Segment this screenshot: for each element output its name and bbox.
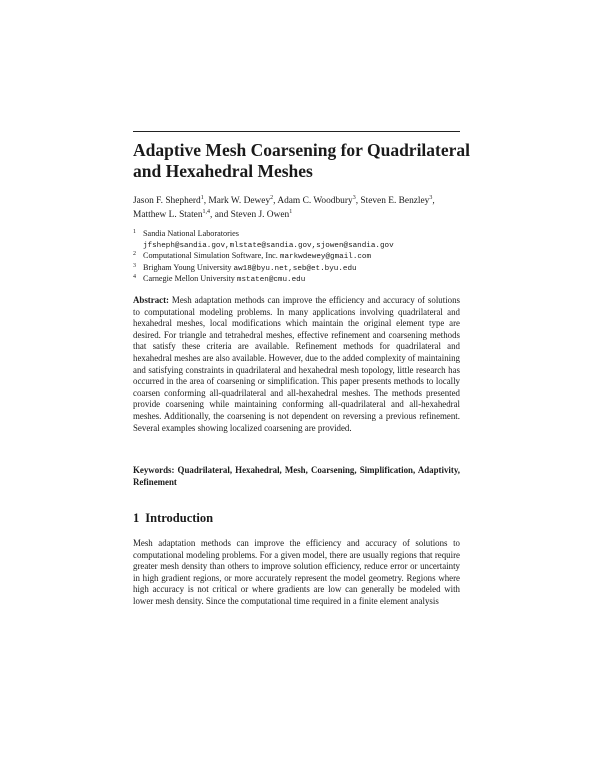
affiliation-email: jfsheph@sandia.gov,mlstate@sandia.gov,sjowen@sandia.gov [143, 241, 394, 250]
author-name: Mark W. Dewey [208, 196, 271, 206]
keywords [133, 465, 460, 488]
affiliation-email: aw18@byu.net,seb@et.byu.edu [233, 264, 357, 273]
author-list [133, 194, 463, 222]
author-name: Jason F. Shepherd [133, 196, 201, 206]
author-separator: , [432, 196, 435, 206]
author-affiliation-mark: 3 [352, 195, 356, 201]
title-top-rule [133, 131, 460, 132]
author-separator: , and [210, 210, 231, 220]
author-separator: , [273, 196, 278, 206]
keywords-text: Quadrilateral, Hexahedral, Mesh, Coarsening, Simplification, Adaptivity, Refinement [133, 465, 460, 487]
author-name: Matthew L. Staten [133, 210, 203, 220]
affiliation-number [133, 263, 136, 274]
author-name: Adam C. Woodbury [277, 196, 353, 206]
intro-paragraph: Mesh adaptation methods can improve the efficiency and accuracy of solutions to computational modeling problems. For a given model, there are usually regions that require greater mesh density than others to improve solution efficiency, reduce error or uncertainty in high gradient regions, or more accurately represent the model geometry. Regions where high accuracy is not critical or where gradients are low can generally be modeled with lower mesh density. Since the computational time required in a finite element analysis [133, 538, 460, 606]
affiliation-name: Brigham Young University [143, 262, 232, 272]
affiliation-number-mark: 2 [133, 251, 136, 257]
section-title: Introduction [145, 511, 214, 525]
affiliation-list [133, 229, 463, 286]
affiliation-name: Carnegie Mellon University [143, 274, 235, 283]
section-number: 1 [133, 511, 140, 525]
affiliation-email: markwdewey@gmail.com [279, 253, 372, 261]
affiliation-item [133, 251, 463, 263]
author-affiliation-mark: 1,4 [202, 209, 211, 215]
affiliation-item [133, 263, 463, 275]
affiliation-item [133, 229, 463, 251]
affiliation-number [133, 274, 136, 285]
author-separator: , [355, 196, 361, 206]
affiliation-number-mark: 1 [133, 229, 136, 235]
author-affiliation-mark: 1 [289, 209, 293, 215]
abstract [133, 295, 460, 434]
affiliation-number [133, 251, 136, 262]
affiliation-email: mstaten@cmu.edu [236, 276, 306, 284]
author-name: Steven J. Owen [230, 210, 290, 220]
author-name: Steven E. Benzley [360, 196, 430, 206]
affiliation-number [133, 229, 136, 240]
author-separator: , [203, 196, 209, 206]
author-affiliation-mark: 2 [270, 195, 274, 201]
keywords-label: Keywords: [133, 465, 175, 475]
author-affiliation-mark: 3 [429, 195, 433, 201]
affiliation-number-mark: 4 [133, 274, 136, 280]
abstract-text: Mesh adaptation methods can improve the efficiency and accuracy of solutions to computational modeling problems. In many applications involving quadrilateral and hexahedral meshes, local modifications which maintain the original element type are desired. For triangle and tetrahedral meshes, effective refinement and coarsening methods that satisfy these criteria are available. Refinement methods for quadrilateral and hexahedral meshes are also available. However, due to the added complexity of maintaining and satisfying constraints in quadrilateral and hexahedral mesh topology, little research has occurred in the area of coarsening or simplification. This paper presents methods to locally coarsen conforming all-quadrilateral and all-hexahedral meshes. The methods presented provide coarsening while maintaining conforming all-quadrilateral and all-hexahedral meshes. Additionally, the coarsening is not dependent on reversing a previous refinement. Several examples showing localized coarsening are provided. [133, 295, 460, 433]
affiliation-name: Sandia National Laboratories [143, 229, 239, 238]
author-affiliation-mark: 1 [200, 195, 204, 201]
paper-title: Adaptive Mesh Coarsening for Quadrilateral and Hexahedral Meshes [133, 140, 471, 181]
affiliation-item [133, 274, 463, 286]
affiliation-number-mark: 3 [133, 262, 136, 269]
affiliation-name: Computational Simulation Software, Inc. [143, 251, 278, 260]
abstract-label: Abstract: [133, 295, 169, 305]
section-heading [133, 511, 213, 526]
